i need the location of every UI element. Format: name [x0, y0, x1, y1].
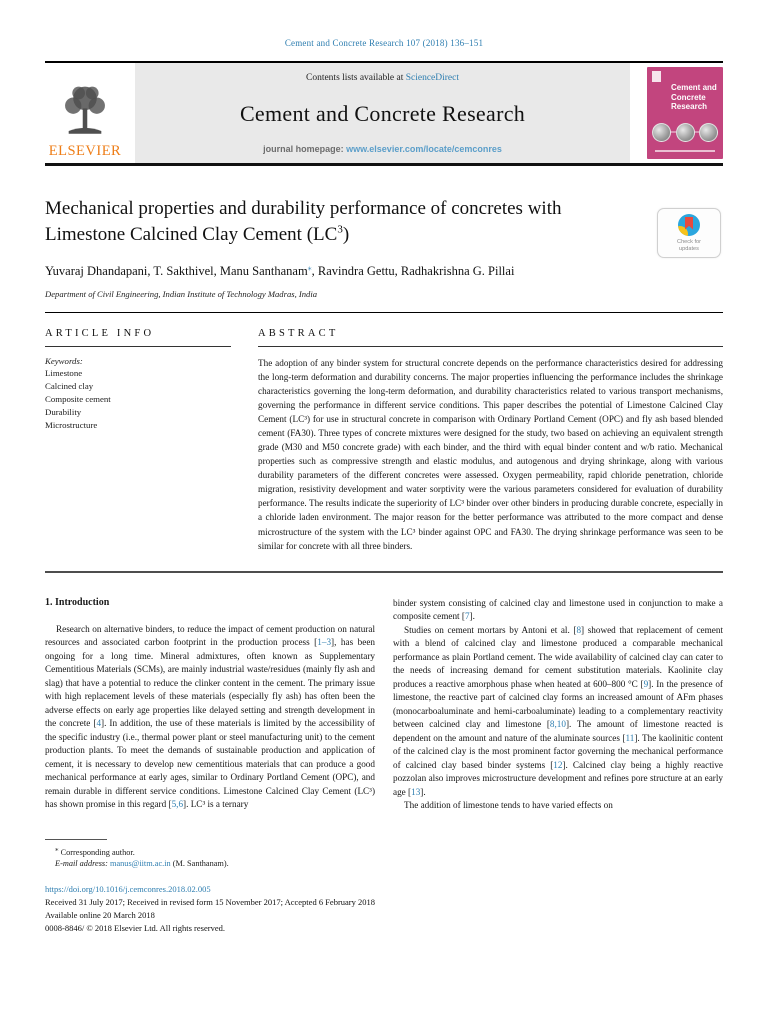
contents-line	[143, 73, 622, 83]
introduction-heading: 1. Introduction	[45, 596, 110, 608]
keyword-item: Limestone	[45, 367, 83, 378]
article-title-superscript: 3	[337, 223, 343, 236]
contents-prefix: Contents lists available at	[305, 73, 406, 83]
journal-title: Cement and Concrete Research	[239, 100, 526, 126]
right-column	[393, 597, 723, 813]
copyright-line: 0008-8846/ © 2018 Elsevier Ltd. All rights reserved.	[45, 923, 225, 934]
cover-editor-line	[655, 150, 715, 152]
intro-paragraph: The addition of limestone tends to have varied effects on	[404, 800, 613, 811]
article-info-section	[45, 328, 723, 553]
intro-paragraph: Studies on cement mortars by Antoni et al. [8] showed that replacement of cement with a blend of calcined clay and limestone produced a comparable mechanical performance as plain Portland cement. The wide availability of calcined clay can cater to the needs of increasing demand for cement substitution materials. Kaolinite clay produces a reactive amorphous phase when heated at 600–800 °C [9]. In the presence of limestone, the reactive part of calcined clay forms an increased amount of AFm phases (monocarboaluminate and hemi-carboaluminate) leading to a complementary reactivity between calcined clay and limestone [8,10]. The amount of limestone reacted is dependent on the amount and nature of the aluminate sources [11]. The kaolinitic content of the calcined clay is the most prominent factor governing the mechanical performance of calcined clay based binder systems [12]. Calcined clay being a highly reactive pozzolan also improves microstructure development and refines pore structure at an early age [13].	[393, 624, 724, 797]
keyword-item: Microstructure	[45, 420, 98, 431]
email-label: E-mail address:	[55, 858, 108, 868]
corresponding-author-mark[interactable]: ⁎	[307, 263, 312, 273]
homepage-prefix: journal homepage:	[263, 144, 347, 154]
cover-title-line3: Research	[671, 102, 708, 112]
abstract-text: The adoption of any binder system for structural concrete depends on the performance characteristics desired for addressing the long-term deformation and durability concerns. The major properties influencing the performance includes the shrinkage characteristics governing the long-term deformation, and durability characteristics related to various transport mechanisms, governing the performance in different service conditions. This paper describes the potential of Limestone Calcined Clay Cement (LC³) for use in structural concrete in comparison with Ordinary Portland Cement (OPC) and fly ash based blended cement (FA30). Three types of concrete mixtures were designed for the study, two based on achieving an equivalent strength grade (M30 and M50 concrete grade) with each binder, and the third with equal binder content and w/b ratio. Mechanical properties such as compressive strength and elastic modulus, and autogenous and drying shrinkage, along with various durability parameters of the different concretes were assessed. Oxygen permeability, rapid chloride penetration, chloride migration, resistivity development and water sorptivity were the various parameters considered for evaluation of durability performance. The results indicate the superiority of LC³ binder over other binders in producing durable concrete, especially in a chloride laden environment. The major reason for the better performance was attributed to the more compact and dense microstructure of the system with the LC³ binder against OPC and FA30. The drying shrinkage performance was seen to be similar for concrete with all three binders.	[258, 357, 723, 551]
journal-cover-column	[647, 63, 723, 163]
sciencedirect-link[interactable]: ScienceDirect	[405, 73, 459, 83]
affiliation: Department of Civil Engineering, Indian Institute of Technology Madras, India	[45, 288, 318, 299]
email-suffix: (M. Santhanam).	[170, 858, 229, 868]
keywords-list	[45, 367, 231, 433]
corresponding-author-line	[45, 845, 385, 857]
elsevier-tree-icon	[57, 83, 113, 141]
cover-micrograph-circles	[652, 122, 718, 142]
elsevier-logo	[45, 63, 125, 163]
email-link[interactable]: manus@iitm.ac.in	[107, 858, 171, 868]
cover-micrograph-icon	[676, 123, 695, 142]
elsevier-wordmark: ELSEVIER	[48, 143, 122, 159]
article-info-heading: ARTICLE INFO	[45, 328, 231, 347]
homepage-line	[143, 144, 622, 154]
homepage-url-link[interactable]: www.elsevier.com/locate/cemconres	[346, 144, 502, 154]
check-for-updates-label: Check for updates	[677, 238, 701, 252]
authors-first-group: Yuvaraj Dhandapani, T. Sakthivel, Manu Santhanam	[45, 264, 308, 279]
cover-micrograph-icon	[699, 123, 718, 142]
received-dates: Received 31 July 2017; Received in revised form 15 November 2017; Accepted 6 February 2018	[45, 896, 375, 907]
intro-paragraph: Research on alternative binders, to reduce the impact of cement production on natural resources and associated carbon footprint in the production process [1–3], has been ongoing for a long time. Mineral admixtures, often known as Supplementary Cementitious Materials (SCMs), are mainly industrial waste/residues (mainly fly ash and slag) that have a potential to reduce the clinker content in the cement. The primary issue with high replacement levels of these materials (especially fly ash) has often been the adverse effects on early age properties like delayed setting and strength development in the concrete [4]. In addition, the use of these materials is limited by the accessibility of the specific industry (i.e., thermal power plant or steel manufacturing unit) to the cement production plants. To meet the demands of sustainable production and application of cement, it is necessary to develop new cementitious materials that can produce a good mechanical performance at early ages, similar to Ordinary Portland Cement (OPC), and remain durable in different service conditions. Limestone Calcined Clay Cement (LC³) has shown promise in this regard [5,6]. LC³ is a ternary	[45, 623, 375, 810]
cover-elsevier-mark-icon	[652, 71, 661, 82]
keyword-item: Calcined clay	[45, 380, 94, 391]
article-footer	[45, 883, 723, 936]
footnote-rule	[45, 839, 107, 840]
article-title-close: )	[342, 224, 350, 246]
keyword-item: Composite cement	[45, 393, 111, 404]
cover-title-line2: Concrete	[671, 92, 706, 102]
article-title-text: Mechanical properties and durability performance of concretes with Limestone Calcined Clay Cement (LC	[45, 198, 562, 246]
available-online: Available online 20 March 2018	[45, 910, 155, 921]
crossmark-icon	[678, 214, 700, 236]
corresponding-author-footnote	[45, 839, 385, 868]
article-title	[45, 196, 645, 248]
keywords-label: Keywords:	[45, 355, 83, 366]
running-head-citation: Cement and Concrete Research 107 (2018) 136–151	[284, 38, 484, 48]
intro-paragraph: binder system consisting of calcined clay and limestone used in conjunction to make a composite cement [7].	[393, 597, 723, 622]
left-column	[45, 597, 375, 813]
keyword-item: Durability	[45, 407, 82, 418]
introduction-section	[45, 597, 723, 813]
corresponding-author-text: Corresponding author.	[58, 847, 135, 857]
cover-title	[671, 83, 720, 112]
cover-micrograph-icon	[652, 123, 671, 142]
divider-rule	[45, 312, 723, 313]
footnote-asterisk: ⁎	[55, 844, 59, 853]
doi-link[interactable]: https://doi.org/10.1016/j.cemconres.2018.02.005	[45, 883, 211, 894]
abstract-column	[258, 328, 723, 553]
journal-banner	[135, 63, 630, 163]
author-list	[45, 263, 723, 279]
check-for-updates-badge[interactable]	[657, 208, 721, 258]
journal-cover-thumbnail[interactable]	[647, 67, 723, 159]
email-line	[45, 859, 385, 868]
section-divider-rule	[45, 571, 723, 573]
abstract-heading: ABSTRACT	[258, 328, 723, 347]
cover-title-line1: Cement and	[671, 83, 717, 92]
authors-second-group: , Ravindra Gettu, Radhakrishna G. Pillai	[311, 264, 515, 279]
crossmark-bookmark	[685, 217, 693, 230]
article-info-column	[45, 328, 231, 553]
journal-header	[45, 61, 723, 166]
